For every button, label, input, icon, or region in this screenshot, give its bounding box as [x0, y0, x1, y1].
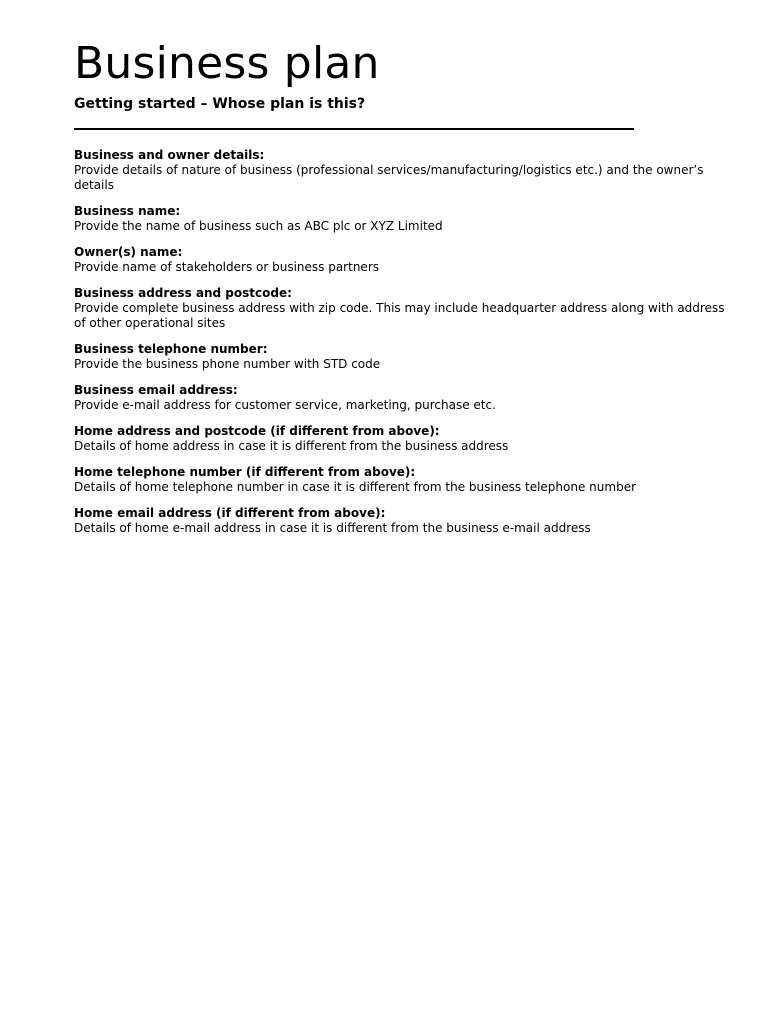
title-divider — [74, 128, 634, 130]
section-business-email — [74, 383, 734, 413]
section-text: Details of home address in case it is different from the business address — [74, 439, 509, 453]
section-heading: Business address and postcode: — [74, 286, 292, 300]
page-title: Business plan — [74, 38, 380, 89]
section-text: Provide details of nature of business (professional services/manufacturing/logistics etc.) and the owner’s details — [74, 163, 704, 192]
section-home-address — [74, 424, 734, 454]
section-heading: Owner(s) name: — [74, 245, 183, 259]
section-text: Provide e-mail address for customer service, marketing, purchase etc. — [74, 398, 496, 412]
document-page — [74, 36, 734, 547]
section-text: Provide the business phone number with STD code — [74, 357, 381, 371]
section-text: Provide complete business address with zip code. This may include headquarter address along with address of other operational sites — [74, 301, 725, 330]
section-heading: Business name: — [74, 204, 181, 218]
section-text: Provide the name of business such as ABC plc or XYZ Limited — [74, 219, 443, 233]
section-heading: Home telephone number (if different from above): — [74, 465, 416, 479]
section-business-address — [74, 286, 734, 331]
section-text: Details of home telephone number in case it is different from the business telephone number — [74, 480, 637, 494]
section-heading: Home address and postcode (if different from above): — [74, 424, 440, 438]
section-business-name — [74, 204, 734, 234]
section-heading: Home email address (if different from above): — [74, 506, 386, 520]
page-subtitle: Getting started – Whose plan is this? — [74, 96, 366, 112]
section-business-telephone — [74, 342, 734, 372]
section-owners-name — [74, 245, 734, 275]
section-heading: Business email address: — [74, 383, 238, 397]
section-business-owner-details — [74, 148, 734, 193]
section-text: Details of home e-mail address in case it is different from the business e-mail address — [74, 521, 591, 535]
section-home-telephone — [74, 465, 734, 495]
section-heading: Business and owner details: — [74, 148, 265, 162]
sections-list — [74, 148, 734, 536]
section-home-email — [74, 506, 734, 536]
section-text: Provide name of stakeholders or business partners — [74, 260, 379, 274]
section-heading: Business telephone number: — [74, 342, 268, 356]
